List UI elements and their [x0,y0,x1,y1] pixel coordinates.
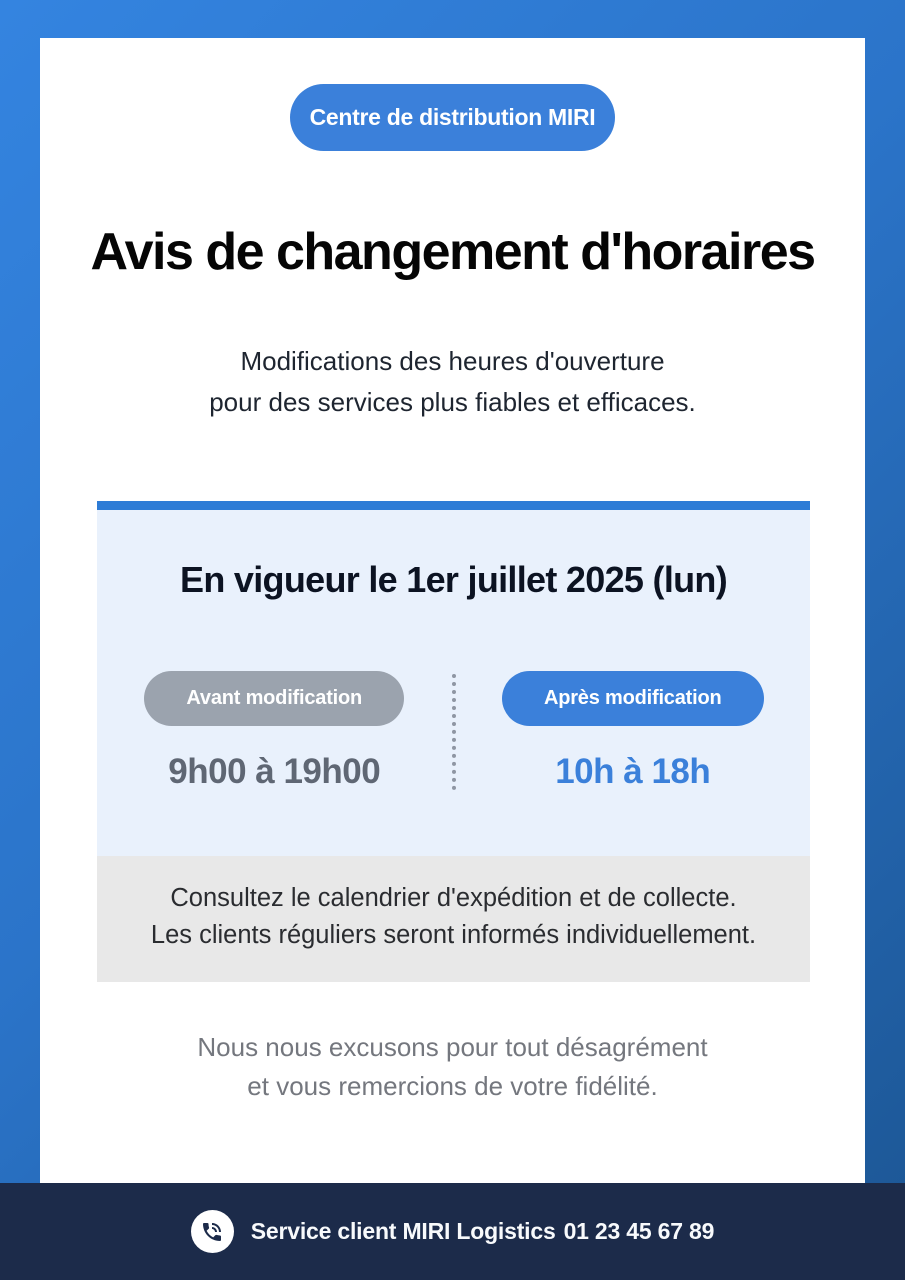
after-hours: 10h à 18h [555,752,711,792]
subtitle [40,341,865,423]
schedule-panel [97,501,810,856]
schedule-comparison [97,671,810,792]
closing-message [40,1028,865,1106]
closing-line-1: Nous nous excusons pour tout désagrément [197,1032,708,1063]
before-label-pill: Avant modification [144,671,404,726]
footer-service-label: Service client MIRI Logistics [250,1218,556,1244]
after-label-pill: Après modification [502,671,764,726]
closing-line-2: et vous remercions de votre fidélité. [247,1071,658,1102]
subtitle-line-1: Modifications des heures d'ouverture [240,345,665,376]
distribution-center-badge: Centre de distribution MIRI [290,84,616,151]
subtitle-line-2: pour des services plus fiables et efficaces. [209,386,696,417]
badge-row [40,84,865,151]
note-line-2: Les clients réguliers seront informés individuellement. [150,921,757,950]
notice-card [40,38,865,1183]
effective-date-heading: En vigueur le 1er juillet 2025 (lun) [180,558,727,600]
note-line-1: Consultez le calendrier d'expédition et de collecte. [170,884,737,913]
page-title: Avis de changement d'horaires [90,223,815,281]
before-hours: 9h00 à 19h00 [168,752,381,792]
after-column [456,671,811,792]
footer-phone-number: 01 23 45 67 89 [563,1218,715,1244]
phone-icon [191,1210,234,1253]
note-strip [97,856,810,982]
footer [0,1183,905,1280]
before-column [97,671,452,792]
footer-text-group [251,1218,715,1245]
